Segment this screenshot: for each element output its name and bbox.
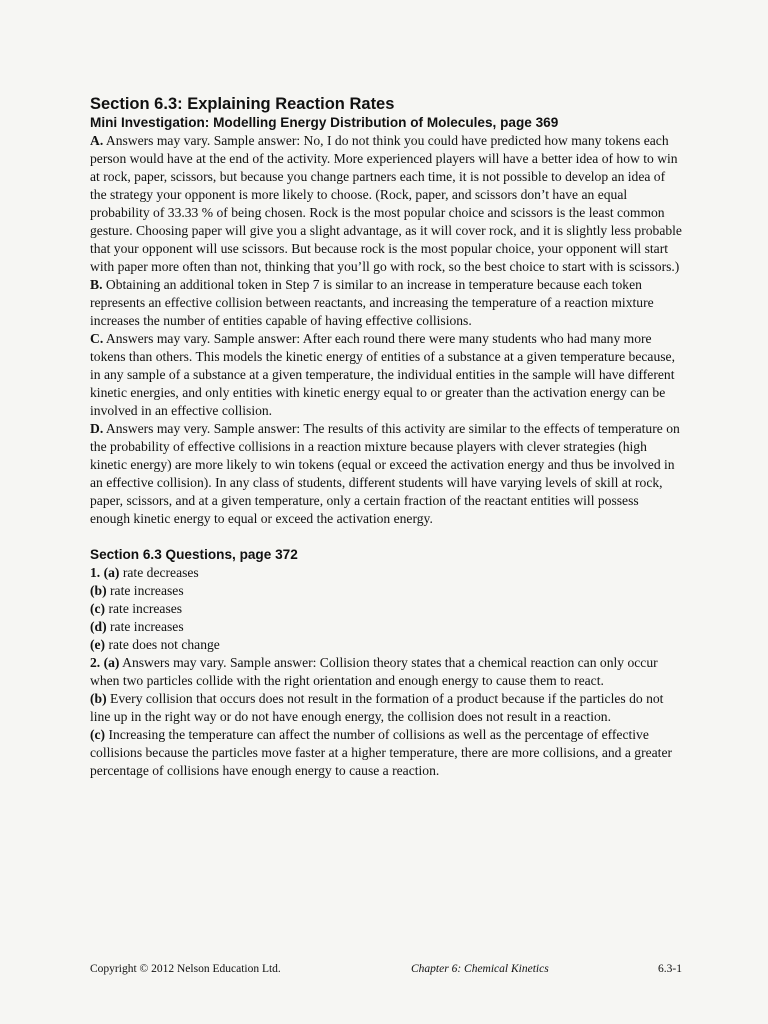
section-title: Section 6.3: Explaining Reaction Rates xyxy=(90,95,395,113)
q2-c xyxy=(90,726,682,780)
part-text: Increasing the temperature can affect the number of collisions as well as the percentage of effective collisions because the particles move faster at a higher temperature, there are more collisions, and a greater percentage of collisions have enough energy to cause a reaction. xyxy=(90,727,673,778)
answer-text: Answers may vary. Sample answer: No, I do not think you could have predicted how many tokens each person would have at the end of the activity. More experienced players will have a better idea of how to win at rock, paper, scissors, but because you change partners each time, it is not possible to develop an idea of the strategy your opponent is more likely to choose. (Rock, paper, and scissors don’t have an equal probability of 33.33 % of being chosen. Rock is the most popular choice and scissors is the least common gesture. Choosing paper will give you a slight advantage, as it will cover rock, and it is slightly less probable that your opponent will use scissors. But because rock is the most popular choice, your opponent will start with paper more often than not, thinking that you’ll go with rock, so the best choice to start with is scissors.) xyxy=(90,133,682,274)
part-text: rate increases xyxy=(110,619,184,634)
part-label: (c) xyxy=(90,601,106,616)
part-text: rate increases xyxy=(108,601,183,616)
part-text: rate increases xyxy=(110,583,184,598)
answer-label: D. xyxy=(90,421,104,436)
part-label: (e) xyxy=(90,637,106,652)
answer-label: B. xyxy=(90,277,103,292)
answer-text: Answers may very. Sample answer: The results of this activity are similar to the effects of temperature on the probability of effective collisions in a reaction mixture because players with clever strategies (high kinetic energy) are more likely to win tokens (equal or exceed the activation energy and thus be involved in an effective collision). In any class of students, different students will have varying levels of skill at rock, paper, scissors, and at a given temperature, only a certain fraction of the reactant entities will possess enough kinetic energy to equal or exceed the activation energy. xyxy=(90,421,680,526)
part-text: Every collision that occurs does not result in the formation of a product because if the particles do not line up in the right way or do not have enough energy, the collision does not result in a reaction. xyxy=(90,691,664,724)
part-label: (d) xyxy=(90,619,107,634)
answer-text: Obtaining an additional token in Step 7 is similar to an increase in temperature because each token represents an effective collision between reactants, and increasing the temperature of a reaction mixture increases the number of entities capable of having effective collisions. xyxy=(90,277,654,328)
part-label: (b) xyxy=(90,691,107,706)
q1-d xyxy=(90,618,682,636)
answer-b xyxy=(90,276,682,330)
page-content xyxy=(90,94,682,780)
answer-c xyxy=(90,330,682,420)
questions-title: Section 6.3 Questions, page 372 xyxy=(90,547,298,562)
q1-a xyxy=(90,564,682,582)
answer-d xyxy=(90,420,682,528)
page-number: 6.3-1 xyxy=(658,963,682,975)
answer-label: C. xyxy=(90,331,104,346)
part-label: (c) xyxy=(90,727,106,742)
answer-label: A. xyxy=(90,133,104,148)
q2-b xyxy=(90,690,682,726)
q2-a xyxy=(90,654,682,690)
part-text: Answers may vary. Sample answer: Collision theory states that a chemical reaction can only occur when two particles collide with the right orientation and enough energy to cause them to react. xyxy=(90,655,658,688)
copyright-text: Copyright © 2012 Nelson Education Ltd. xyxy=(90,963,281,975)
answer-text: Answers may vary. Sample answer: After each round there were many students who had many more tokens than others. This models the kinetic energy of entities of a substance at a given temperature because, in any sample of a substance at a given temperature, the individual entities in the sample will have different kinetic energies, and only entities with kinetic energy equal to or greater than the activation energy can be involved in an effective collision. xyxy=(90,331,675,418)
part-text: rate does not change xyxy=(108,637,220,652)
mini-investigation-title: Mini Investigation: Modelling Energy Distribution of Molecules, page 369 xyxy=(90,115,559,130)
question-number: 1. xyxy=(90,565,101,580)
answer-a xyxy=(90,132,682,276)
part-label: (b) xyxy=(90,583,107,598)
q1-e xyxy=(90,636,682,654)
question-number: 2. xyxy=(90,655,101,670)
part-label: (a) xyxy=(103,565,120,580)
q1-c xyxy=(90,600,682,618)
part-text: rate decreases xyxy=(122,565,199,580)
part-label: (a) xyxy=(103,655,120,670)
q1-b xyxy=(90,582,682,600)
chapter-title: Chapter 6: Chemical Kinetics xyxy=(411,963,549,975)
page-footer xyxy=(90,963,682,979)
